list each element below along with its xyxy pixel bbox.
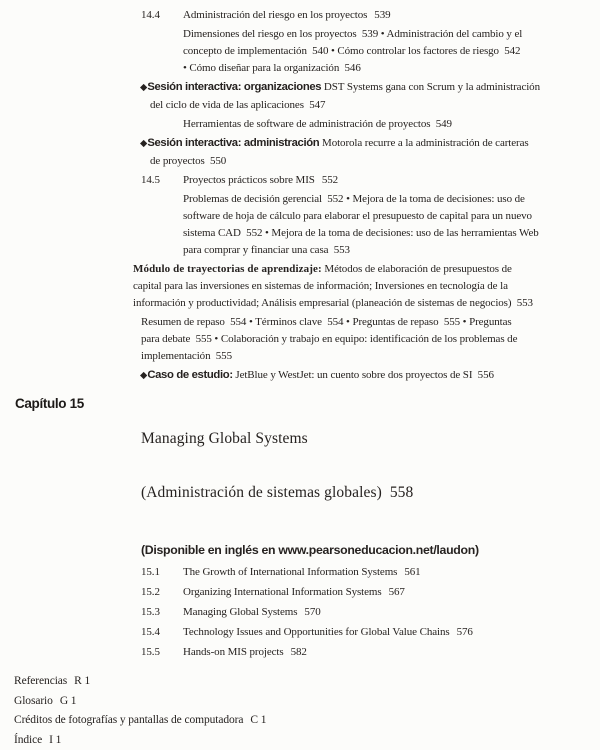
section-title: The Growth of International Information Systems bbox=[183, 566, 397, 578]
backmatter-row-references bbox=[14, 672, 600, 692]
chapter-title-spanish: (Administración de sistemas globales) 558 bbox=[141, 484, 600, 502]
section-row-15-5 bbox=[141, 644, 600, 661]
interactive-session-organizations bbox=[150, 79, 600, 114]
backmatter-page: G 1 bbox=[53, 695, 77, 707]
section-number: 14.4 bbox=[141, 7, 183, 24]
chapter-title bbox=[141, 394, 600, 538]
back-matter bbox=[14, 672, 600, 750]
section-page-number: 552 bbox=[315, 174, 338, 186]
case-study bbox=[150, 367, 600, 385]
feature-line bbox=[150, 79, 600, 97]
chapter-title-english: Managing Global Systems bbox=[141, 430, 600, 448]
backmatter-title: Índice bbox=[14, 734, 42, 746]
section-title: Managing Global Systems bbox=[183, 606, 297, 618]
backmatter-row-index bbox=[14, 731, 600, 750]
learning-tracks-module bbox=[133, 261, 600, 312]
module-text: Métodos de elaboración de presupuestos de bbox=[322, 263, 512, 275]
module-line bbox=[133, 261, 600, 278]
backmatter-page: C 1 bbox=[243, 714, 266, 726]
section-row-14-5 bbox=[141, 172, 600, 189]
section-page-number: 576 bbox=[450, 626, 473, 638]
availability-note: (Disponible en inglés en www.pearsoneducacion.net/laudon) bbox=[141, 543, 600, 558]
subtopic-line: • Cómo diseñar para la organización 546 bbox=[183, 60, 600, 77]
chapter-15-header bbox=[0, 394, 600, 538]
section-number: 15.2 bbox=[141, 584, 183, 601]
review-line: implementación 555 bbox=[141, 348, 600, 365]
chapter-label: Capítulo 15 bbox=[15, 396, 84, 411]
feature-line: del ciclo de vida de las aplicaciones 547 bbox=[150, 97, 600, 114]
feature-label: Sesión interactiva: administración bbox=[147, 137, 319, 149]
section-number: 15.4 bbox=[141, 624, 183, 641]
diamond-icon: ◆ bbox=[140, 139, 147, 149]
subtopic-line: para comprar y financiar una casa 553 bbox=[183, 242, 600, 259]
module-line: capital para las inversiones en sistemas de información; Inversiones en tecnología de la bbox=[133, 278, 600, 295]
feature-line bbox=[150, 135, 600, 153]
backmatter-title: Créditos de fotografías y pantallas de computadora bbox=[14, 714, 243, 726]
section-page-number: 582 bbox=[284, 646, 307, 658]
subtopics-14-4 bbox=[183, 26, 600, 77]
feature-label: Sesión interactiva: organizaciones bbox=[147, 81, 321, 93]
backmatter-title: Glosario bbox=[14, 695, 53, 707]
feature-text: JetBlue y WestJet: un cuento sobre dos proyectos de SI 556 bbox=[233, 369, 494, 381]
chapter-15-sections bbox=[0, 564, 600, 661]
section-page-number: 561 bbox=[397, 566, 420, 578]
backmatter-row-glossary bbox=[14, 692, 600, 712]
section-page-number: 570 bbox=[297, 606, 320, 618]
module-label: Módulo de trayectorias de aprendizaje: bbox=[133, 263, 322, 275]
section-row-15-2 bbox=[141, 584, 600, 601]
subtopic-line: concepto de implementación 540 • Cómo controlar los factores de riesgo 542 bbox=[183, 43, 600, 60]
review-summary bbox=[141, 314, 600, 365]
section-title: Administración del riesgo en los proyectos bbox=[183, 9, 367, 21]
diamond-icon: ◆ bbox=[140, 83, 147, 93]
review-line: para debate 555 • Colaboración y trabajo en equipo: identificación de los problemas de bbox=[141, 331, 600, 348]
subtopic-line: Dimensiones del riesgo en los proyectos 539 • Administración del cambio y el bbox=[183, 26, 600, 43]
section-title: Organizing International Information Systems bbox=[183, 586, 382, 598]
section-row-15-3 bbox=[141, 604, 600, 621]
subtopic-line: Herramientas de software de administración de proyectos 549 bbox=[183, 116, 600, 133]
feature-line: de proyectos 550 bbox=[150, 153, 600, 170]
section-number: 15.5 bbox=[141, 644, 183, 661]
subtopic-line: Problemas de decisión gerencial 552 • Mejora de la toma de decisiones: uso de bbox=[183, 191, 600, 208]
module-line: información y productividad; Análisis empresarial (planeación de sistemas de negocios) 553 bbox=[133, 295, 600, 312]
section-title: Proyectos prácticos sobre MIS bbox=[183, 174, 315, 186]
backmatter-row-credits bbox=[14, 711, 600, 731]
backmatter-title: Referencias bbox=[14, 675, 67, 687]
diamond-icon: ◆ bbox=[140, 371, 147, 381]
review-line: Resumen de repaso 554 • Términos clave 554 • Preguntas de repaso 555 • Preguntas bbox=[141, 314, 600, 331]
section-title: Technology Issues and Opportunities for Global Value Chains bbox=[183, 626, 450, 638]
interactive-session-management bbox=[150, 135, 600, 170]
section-row-15-4 bbox=[141, 624, 600, 641]
subtopics-tools bbox=[183, 116, 600, 133]
subtopic-line: software de hoja de cálculo para elaborar el presupuesto de capital para un nuevo bbox=[183, 208, 600, 225]
backmatter-page: R 1 bbox=[67, 675, 90, 687]
section-row-14-4 bbox=[141, 7, 600, 24]
section-number: 15.3 bbox=[141, 604, 183, 621]
subtopics-14-5 bbox=[183, 191, 600, 259]
section-title: Hands-on MIS projects bbox=[183, 646, 284, 658]
section-page-number: 567 bbox=[382, 586, 405, 598]
subtopic-line: sistema CAD 552 • Mejora de la toma de decisiones: uso de las herramientas Web bbox=[183, 225, 600, 242]
section-number: 15.1 bbox=[141, 564, 183, 581]
backmatter-page: I 1 bbox=[42, 734, 61, 746]
feature-line bbox=[150, 367, 600, 385]
section-page-number: 539 bbox=[367, 9, 390, 21]
section-number: 14.5 bbox=[141, 172, 183, 189]
section-row-15-1 bbox=[141, 564, 600, 581]
feature-label: Caso de estudio: bbox=[147, 369, 232, 381]
feature-text: Motorola recurre a la administración de carteras bbox=[319, 137, 528, 149]
feature-text: DST Systems gana con Scrum y la administración bbox=[321, 81, 540, 93]
